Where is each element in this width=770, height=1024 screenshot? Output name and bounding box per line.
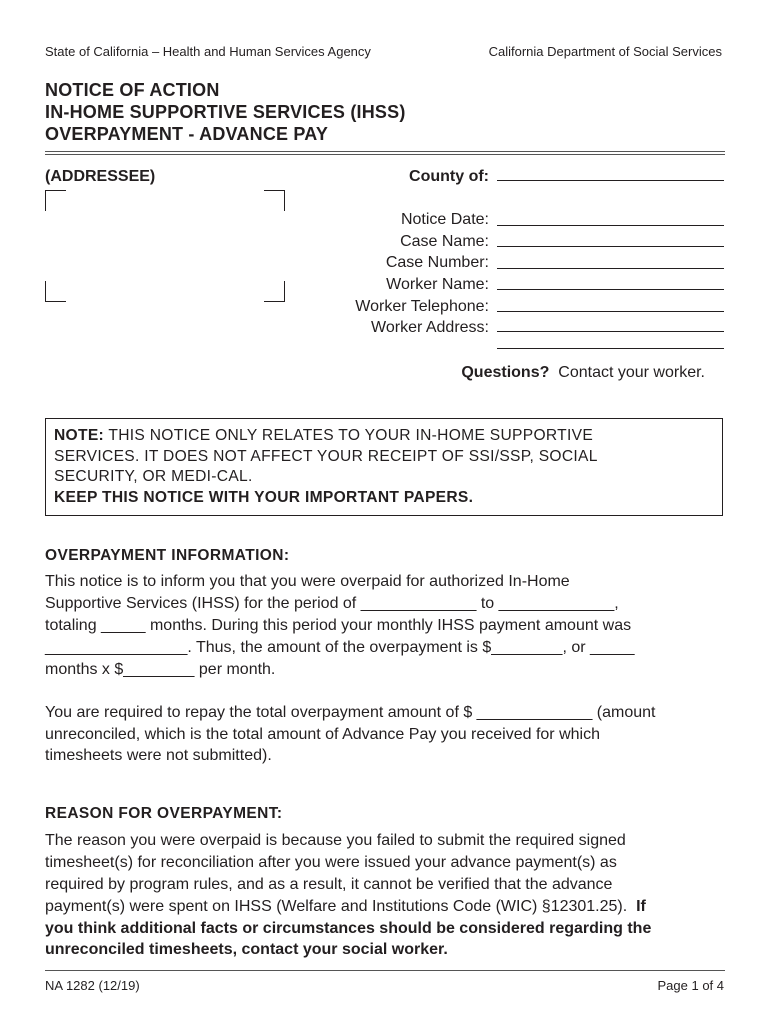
note-box — [45, 418, 723, 516]
note-label: NOTE: — [54, 427, 105, 444]
form-title-line-3: OVERPAYMENT - ADVANCE PAY — [45, 124, 329, 144]
questions-text: Contact your worker. — [558, 364, 705, 381]
addressee-label: (ADDRESSEE) — [45, 168, 156, 185]
form-title-line-2: IN-HOME SUPPORTIVE SERVICES (IHSS) — [45, 102, 406, 122]
reason-line-6: unreconciled timesheets, contact your social worker. — [45, 941, 448, 958]
case-number-field[interactable] — [497, 268, 724, 269]
worker-address-field-line-1[interactable] — [497, 331, 724, 332]
reason-line-1: The reason you were overpaid is because you failed to submit the required signed — [45, 832, 626, 849]
worker-name-field[interactable] — [497, 289, 724, 290]
worker-telephone-field[interactable] — [497, 311, 724, 312]
title-divider-bottom — [45, 154, 725, 155]
overpayment-line-5: months x $________ per month. — [45, 661, 276, 678]
worker-address-label: Worker Address: — [371, 319, 489, 336]
address-window-corner-tr — [264, 190, 285, 211]
reason-line-5: you think additional facts or circumstances should be considered regarding the — [45, 920, 652, 937]
notice-date-field[interactable] — [497, 225, 724, 226]
reason-heading: REASON FOR OVERPAYMENT: — [45, 805, 283, 822]
reason-line-2: timesheet(s) for reconciliation after you were issued your advance payment(s) as — [45, 854, 617, 871]
department-header: California Department of Social Services — [488, 44, 722, 59]
reason-line-4 — [45, 898, 646, 916]
form-number: NA 1282 (12/19) — [45, 978, 140, 993]
questions-label: Questions? — [461, 364, 550, 381]
questions-line — [461, 364, 705, 382]
note-line-1 — [54, 426, 714, 447]
note-text-1: THIS NOTICE ONLY RELATES TO YOUR IN-HOME SUPPORTIVE — [108, 427, 594, 444]
worker-address-field-line-2[interactable] — [497, 348, 724, 349]
address-window-corner-br — [264, 281, 285, 302]
page-number: Page 1 of 4 — [657, 978, 724, 993]
worker-telephone-label: Worker Telephone: — [355, 298, 489, 315]
notice-date-label: Notice Date: — [400, 211, 489, 228]
note-line-2: SERVICES. IT DOES NOT AFFECT YOUR RECEIPT OF SSI/SSP, SOCIAL — [54, 447, 598, 465]
address-window-corner-bl — [45, 281, 66, 302]
address-window-corner-tl — [45, 190, 66, 211]
overpayment-line-3: totaling _____ months. During this period your monthly IHSS payment amount was — [45, 617, 632, 634]
overpayment-heading: OVERPAYMENT INFORMATION: — [45, 547, 290, 564]
note-line-4: KEEP THIS NOTICE WITH YOUR IMPORTANT PAPERS. — [54, 488, 474, 506]
case-name-field[interactable] — [497, 246, 724, 247]
case-number-label: Case Number: — [385, 254, 489, 271]
reason-line-4-text: payment(s) were spent on IHSS (Welfare and Institutions Code (WIC) §12301.25). — [45, 898, 628, 915]
repay-line-1: You are required to repay the total overpayment amount of $ _____________ (amount — [45, 704, 656, 721]
footer-divider — [45, 970, 725, 971]
overpayment-line-2: Supportive Services (IHSS) for the period of _____________ to _____________, — [45, 595, 619, 612]
case-name-label: Case Name: — [400, 233, 489, 250]
agency-header: State of California – Health and Human Services Agency — [45, 44, 371, 59]
form-title-line-1: NOTICE OF ACTION — [45, 80, 220, 100]
county-label: County of: — [409, 168, 489, 185]
title-divider-top — [45, 151, 725, 152]
county-field[interactable] — [497, 180, 724, 181]
worker-name-label: Worker Name: — [386, 276, 489, 293]
repay-line-2: unreconciled, which is the total amount of Advance Pay you received for which — [45, 726, 600, 743]
note-line-3: SECURITY, OR MEDI-CAL. — [54, 468, 253, 485]
reason-line-4-bold: If — [636, 898, 646, 915]
overpayment-line-4: ________________. Thus, the amount of the overpayment is $________, or _____ — [45, 639, 635, 656]
overpayment-line-1: This notice is to inform you that you were overpaid for authorized In-Home — [45, 573, 570, 590]
repay-line-3: timesheets were not submitted). — [45, 747, 272, 764]
reason-line-3: required by program rules, and as a result, it cannot be verified that the advance — [45, 876, 613, 893]
